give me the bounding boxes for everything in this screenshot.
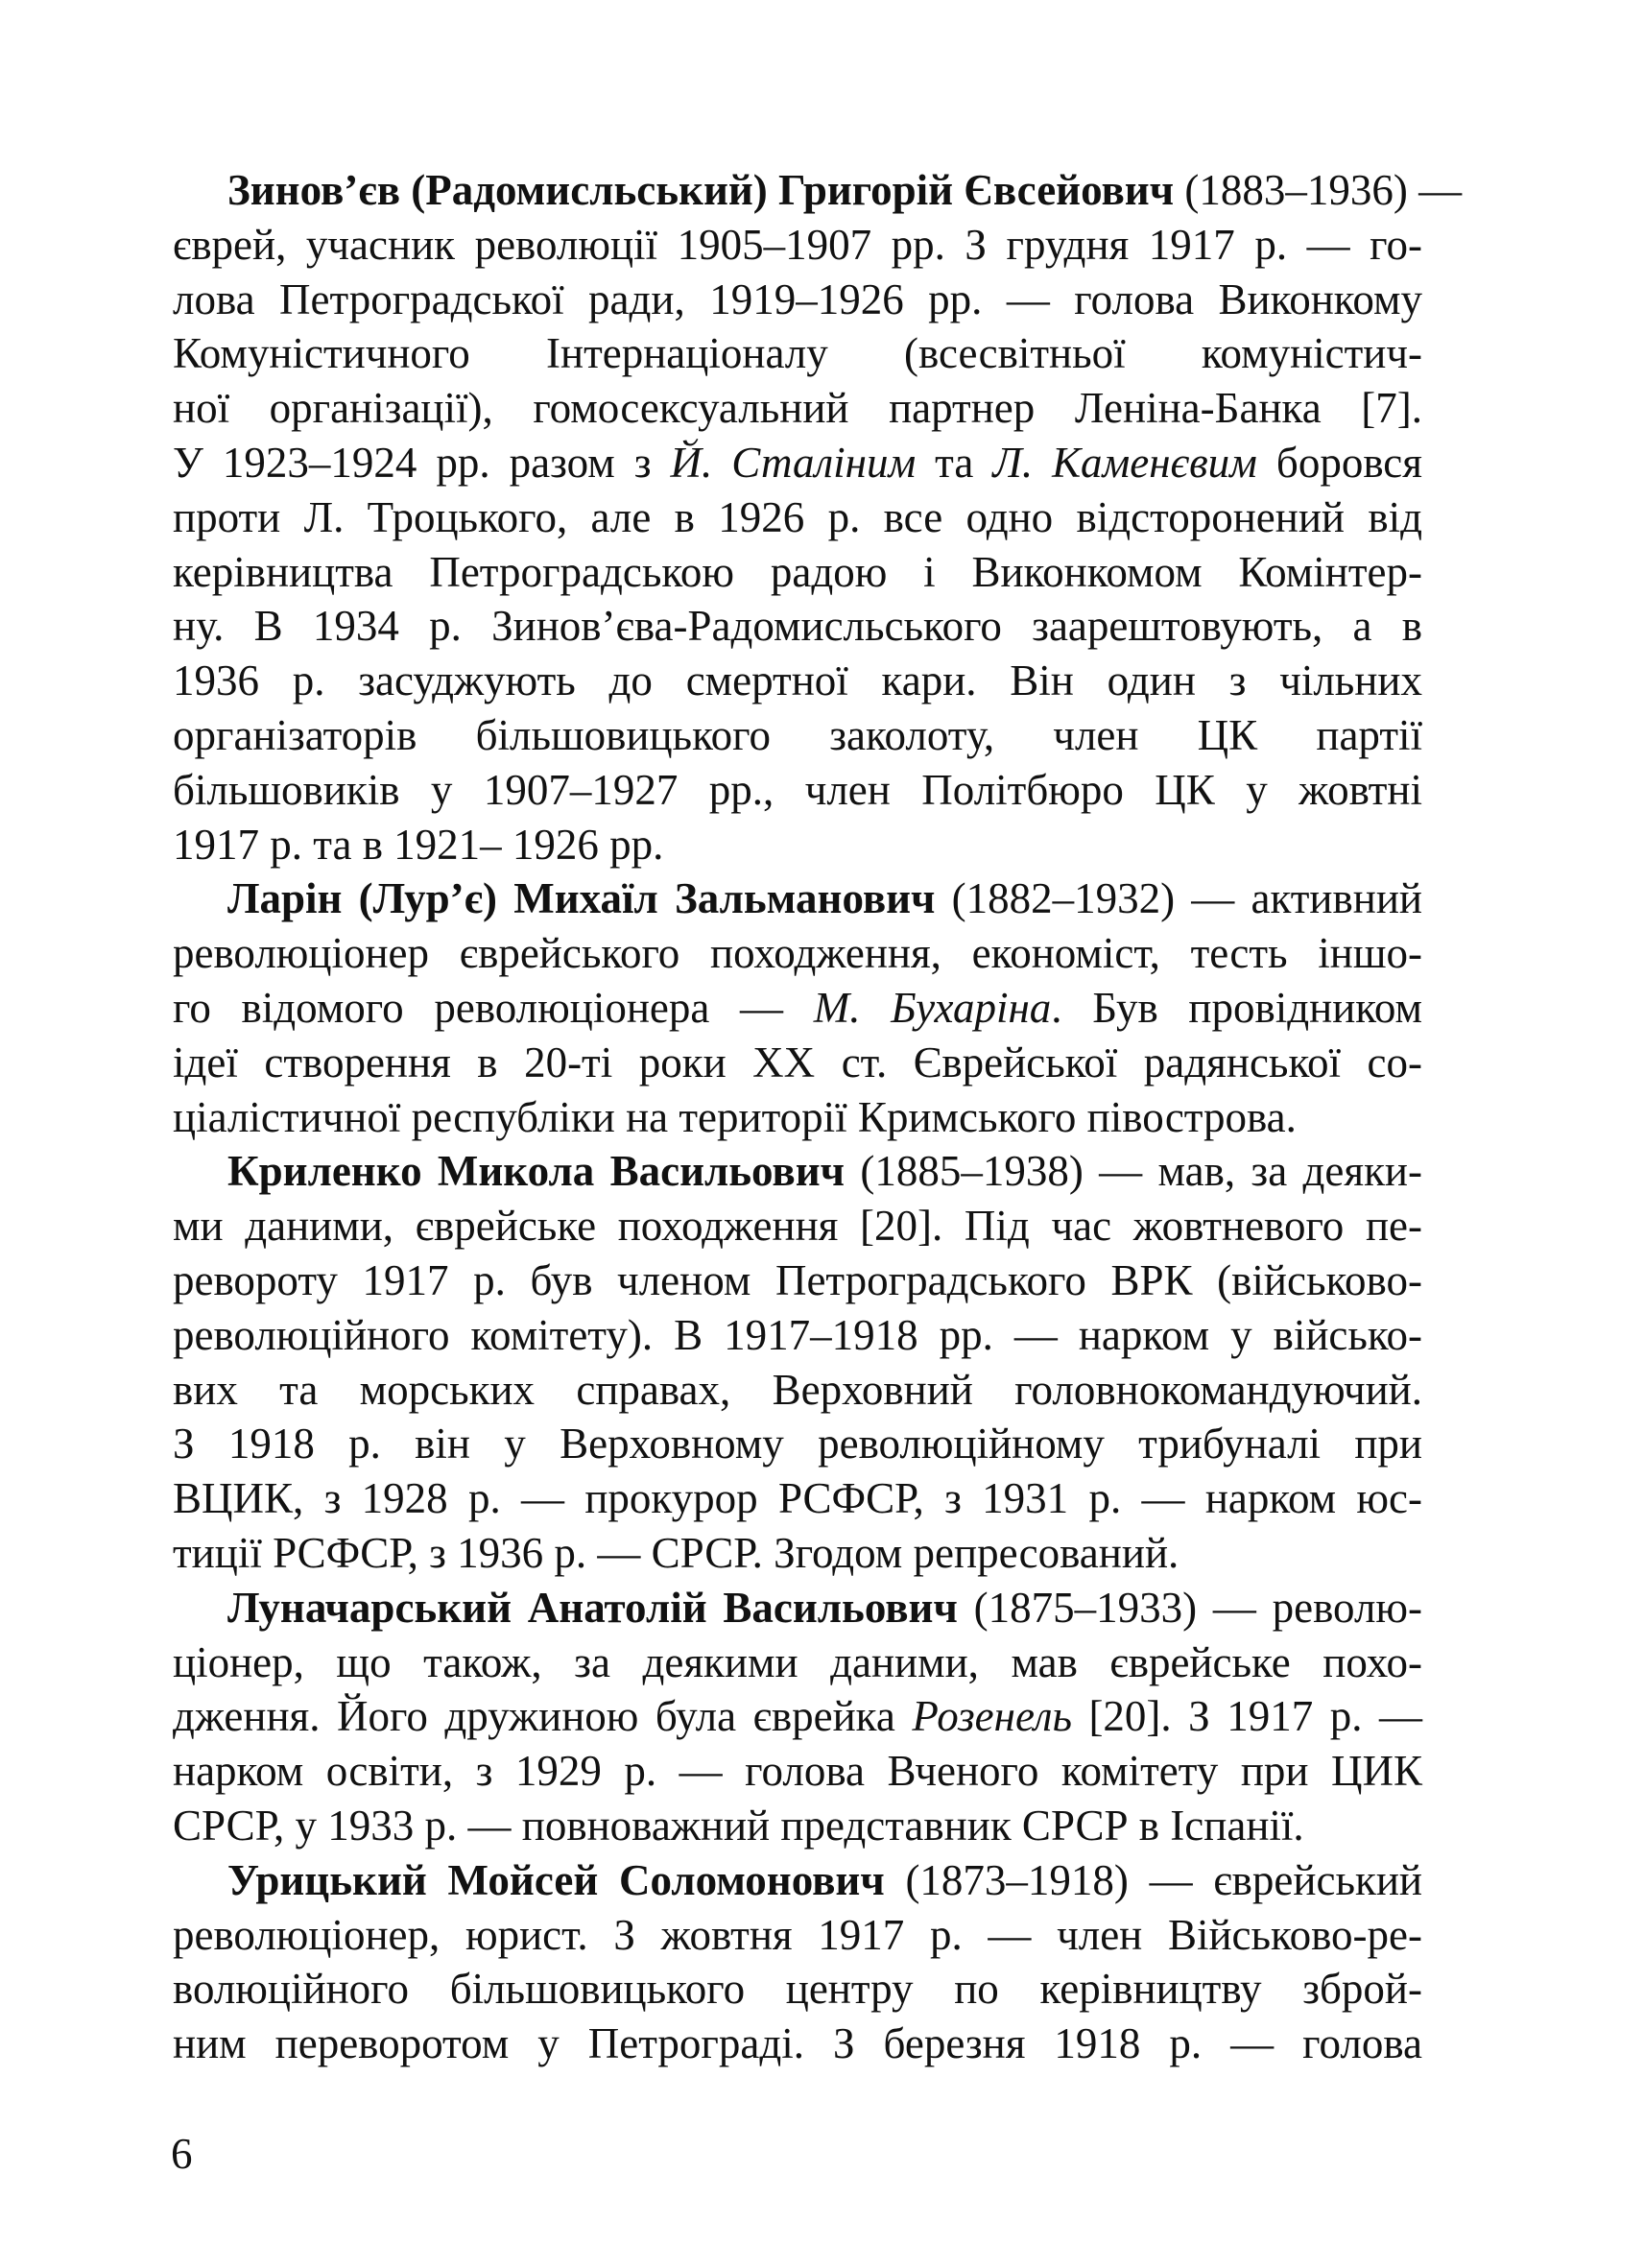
text-run: ціалістичної республіки на території Кримського півострова.	[173, 1092, 1297, 1141]
person-name: Ларін (Лур’є) Михаїл Зальманович	[227, 874, 936, 923]
text-run: проти Л. Троцького, але в 1926 р. все одно відсторонений від	[173, 492, 1422, 541]
text-line	[173, 1308, 1422, 1363]
text-line	[173, 818, 1422, 872]
text-line	[173, 1635, 1422, 1690]
text-run: боровся	[1256, 438, 1422, 487]
text-run: Комуністичного Інтернаціоналу (всесвітньої комуністич-	[173, 329, 1422, 378]
text-line	[173, 490, 1422, 545]
text-line	[173, 1689, 1422, 1744]
text-run: ціонер, що також, за деякими даними, мав єврейське похо-	[173, 1637, 1422, 1686]
text-line	[173, 654, 1422, 708]
text-line	[173, 708, 1422, 763]
text-line	[173, 1799, 1422, 1853]
text-run: революційного комітету). В 1917–1918 рр. — нарком у військо-	[173, 1310, 1422, 1359]
text-run: (1875–1933) — револю-	[957, 1583, 1423, 1632]
text-run: та	[916, 438, 993, 487]
text-run: ВЦИК, з 1928 р. — прокурор РСФСР, з 1931 р. — нарком юс-	[173, 1474, 1422, 1523]
text-run: ми даними, єврейське походження [20]. Під час жовтневого пе-	[173, 1202, 1422, 1251]
text-line	[173, 1090, 1422, 1145]
text-run: організаторів більшовицького заколоту, член ЦК партії	[173, 710, 1422, 759]
text-run: ним переворотом у Петрограді. З березня 1918 р. — голова	[173, 2019, 1422, 2068]
person-name: Урицький Мойсей Соломонович	[227, 1855, 885, 1904]
text-run: (1885–1938) — мав, за деяки-	[845, 1147, 1422, 1196]
text-run: З 1918 р. він у Верховному революційному трибуналі при	[173, 1420, 1422, 1468]
text-line	[173, 1363, 1422, 1418]
text-line	[173, 1253, 1422, 1308]
text-run: ну. В 1934 р. Зинов’єва-Радомисльського заарештовують, а в	[173, 602, 1422, 651]
text-run: СРСР, у 1933 р. — повноважний представник СРСР в Іспанії.	[173, 1801, 1304, 1850]
text-run: [20]. З 1917 р. —	[1071, 1692, 1422, 1741]
text-run: волюційного більшовицького центру по керівництву зброй-	[173, 1965, 1422, 2014]
entry-heading-line	[173, 1853, 1422, 1908]
text-line	[173, 1036, 1422, 1090]
entry-heading-line	[173, 163, 1463, 218]
text-line	[173, 981, 1422, 1036]
text-run: ної організації), гомосексуальний партнер Леніна-Банка [7].	[173, 384, 1422, 433]
text-line	[173, 1471, 1422, 1526]
text-line	[173, 1962, 1422, 2017]
italic-name: Л. Каменєвим	[992, 438, 1257, 487]
text-run: ідеї створення в 20-ті роки XX ст. Єврейської радянської со-	[173, 1038, 1422, 1086]
text-run: дження. Його дружиною була єврейка	[173, 1692, 913, 1741]
page-number: 6	[171, 2130, 193, 2178]
text-line	[173, 326, 1422, 381]
text-run: єврей, учасник революції 1905–1907 рр. З грудня 1917 р. — го-	[173, 220, 1422, 269]
text-run: (1882–1932) — активний	[935, 874, 1422, 923]
text-line	[173, 545, 1422, 600]
text-line	[173, 436, 1422, 490]
text-run: революціонер, юрист. З жовтня 1917 р. — член Військово-ре-	[173, 1910, 1422, 1959]
entry-heading-line	[173, 1144, 1422, 1199]
text-run: лова Петроградської ради, 1919–1926 рр. — голова Виконкому	[173, 275, 1422, 323]
text-line	[173, 381, 1422, 436]
text-run: (1873–1918) — єврейський	[884, 1855, 1422, 1904]
person-name: Луначарський Анатолій Васильович	[227, 1583, 958, 1632]
text-run: 1936 р. засуджують до смертної кари. Він один з чільних	[173, 657, 1422, 705]
text-line	[173, 1908, 1422, 1963]
text-run: ревороту 1917 р. був членом Петроградського ВРК (військово-	[173, 1255, 1422, 1304]
text-run: 1917 р. та в 1921– 1926 рр.	[173, 820, 664, 869]
text-run: го відомого революціонера —	[173, 983, 814, 1032]
text-run: . Був провідником	[1051, 983, 1422, 1032]
text-run: більшовиків у 1907–1927 рр., член Політбюро ЦК у жовтні	[173, 765, 1422, 814]
text-run: нарком освіти, з 1929 р. — голова Вченого комітету при ЦИК	[173, 1747, 1422, 1796]
person-name: Зинов’єв (Радомисльський) Григорій Євсейович	[227, 166, 1175, 214]
text-run: тиції РСФСР, з 1936 р. — СРСР. Згодом репресований.	[173, 1528, 1179, 1577]
text-run: (1883–1936) —	[1174, 166, 1463, 214]
text-line	[173, 1744, 1422, 1799]
text-line	[173, 1526, 1422, 1581]
text-run: керівництва Петроградською радою і Виконкомом Комінтер-	[173, 547, 1422, 596]
text-line	[173, 763, 1422, 818]
document-body	[173, 163, 1463, 2071]
entry-heading-line	[173, 1581, 1422, 1635]
text-run: революціонер єврейського походження, економіст, тесть іншо-	[173, 929, 1422, 978]
entry-heading-line	[173, 871, 1422, 926]
text-line	[173, 599, 1422, 654]
italic-name: Розенель	[912, 1692, 1072, 1741]
text-line	[173, 926, 1422, 981]
text-line	[173, 273, 1422, 327]
text-line	[173, 1199, 1422, 1253]
text-line	[173, 218, 1422, 273]
italic-name: М. Бухаріна	[813, 983, 1052, 1032]
text-line	[173, 2017, 1422, 2071]
person-name: Криленко Микола Васильович	[227, 1147, 846, 1196]
text-run: У 1923–1924 рр. разом з	[173, 438, 671, 487]
text-line	[173, 1417, 1422, 1471]
italic-name: Й. Сталіним	[670, 438, 917, 487]
text-run: вих та морських справах, Верховний головнокомандуючий.	[173, 1365, 1422, 1414]
